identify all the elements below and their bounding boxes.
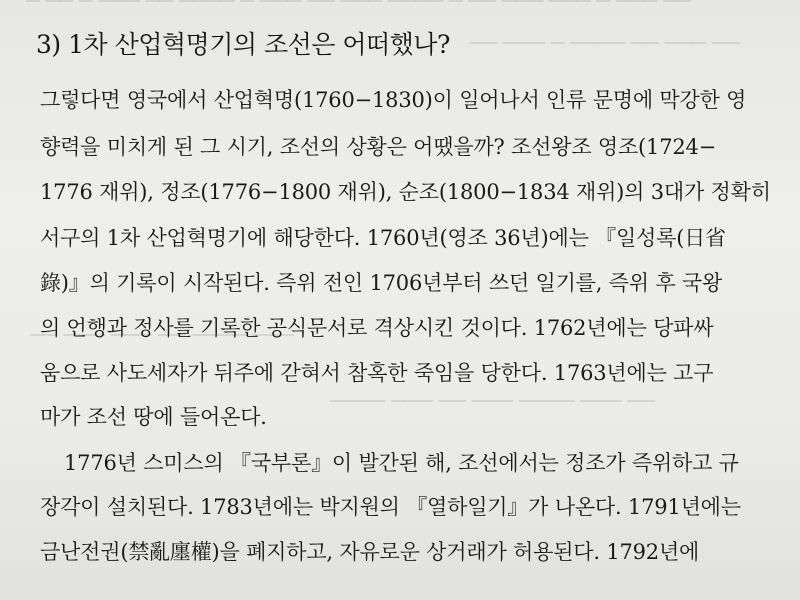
show-through-text: ▔▔▔▔ ▔▔▔ ▔▔ ▔▔▔ ▔▔▔▔ ▔▔▔ ▔▔ [330,400,656,421]
section-heading: 3) 1차 산업혁명기의 조선은 어떠했나? [36,30,450,59]
paragraph-line: 금난전권(禁亂廛權)을 폐지하고, 자유로운 상거래가 허용된다. 1792년에 [40,540,700,564]
paragraph-line: 錄)』의 기록이 시작된다. 즉위 전인 1706년부터 쓰던 일기를, 즉위 후 국왕 [40,271,723,295]
paragraph-line: 1776년 스미스의 『국부론』이 발간된 해, 조선에서는 정조가 즉위하고 규 [64,451,739,475]
show-through-text: ▔▔ ▔▔▔ ▔ ▔▔▔▔ ▔▔ ▔▔▔ ▔▔ [470,42,740,63]
paragraph-line: 서구의 1차 산업혁명기에 해당한다. 1760년(영조 36년)에는 『일성록(日省 [40,226,726,250]
paragraph-line: 움으로 사도세자가 뒤주에 갇혀서 참혹한 죽임을 당한다. 1763년에는 고구 [40,361,714,385]
paragraph-line: 장각이 설치된다. 1783년에는 박지원의 『열하일기』가 나온다. 1791년에는 [40,495,741,519]
paragraph-line: 1776 재위), 정조(1776−1800 재위), 순조(1800−1834 재위)의 3대가 정확히 [40,180,771,204]
paragraph-line: 마가 조선 땅에 들어온다. [40,405,267,429]
show-through-text: ▔▔ ▔▔▔ ▔▔▔ ▔▔ ▔▔▔▔ ▔▔▔ [30,334,294,355]
paragraph-line: 향력을 미치게 된 그 시기, 조선의 상황은 어땠을까? 조선왕조 영조(1724− [40,135,717,159]
paragraph-line: 의 언행과 정사를 기록한 공식문서로 격상시킨 것이다. 1762년에는 당파싸 [40,316,714,340]
show-through-text: ▔ ▔▔ ▔ ▔▔▔ ▔▔ ▔▔▔▔ ▔ ▔▔▔ ▔▔ ▔▔▔ ▔▔▔▔ ▔ ▔▔ ▔▔▔ ▔▔▔ ▔ ▔▔▔ ▔▔ [26,0,691,21]
paragraph-line: 그렇다면 영국에서 산업혁명(1760−1830)이 일어나서 인류 문명에 막강한 영 [40,88,747,112]
